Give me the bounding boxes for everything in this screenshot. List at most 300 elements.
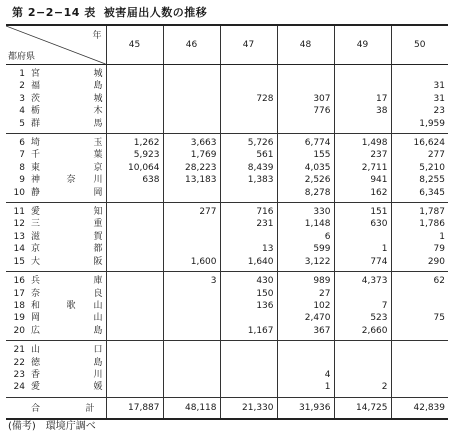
prefecture-name xyxy=(31,187,103,199)
value-cell xyxy=(395,288,446,300)
prefecture-name xyxy=(31,174,103,186)
row-number: 8 xyxy=(19,162,25,173)
value-cell xyxy=(281,68,331,80)
total-label-right: 計 xyxy=(85,404,97,415)
prefecture-name xyxy=(31,300,103,312)
value-cell xyxy=(395,369,446,381)
value-cell: 136 xyxy=(256,300,274,311)
value-cell: 1,769 xyxy=(190,150,217,161)
year-header: 50 xyxy=(391,25,448,65)
prefecture-name-first: 滋 xyxy=(31,231,41,242)
value-cell xyxy=(110,344,160,356)
prefecture-name-first: 神 xyxy=(31,175,41,186)
value-cell: 277 xyxy=(427,150,445,161)
table-title xyxy=(12,4,207,20)
value-cell: 1,640 xyxy=(247,256,274,267)
value-cell xyxy=(224,105,274,117)
year-value-column xyxy=(334,341,391,398)
year-value-column xyxy=(391,134,448,203)
row-number: 20 xyxy=(13,325,25,336)
prefecture-name xyxy=(31,288,103,300)
value-cell: 23 xyxy=(433,106,445,117)
value-cell: 102 xyxy=(313,300,331,311)
row-number: 17 xyxy=(13,288,25,299)
value-cell xyxy=(110,288,160,300)
row-number: 1 xyxy=(19,69,25,79)
prefecture-name xyxy=(31,231,103,243)
year-value-column xyxy=(106,134,163,203)
year-value-column xyxy=(220,65,277,134)
prefecture-axis-label: 都府県 xyxy=(8,52,36,62)
prefecture-group-row xyxy=(6,341,448,398)
header-corner xyxy=(6,25,106,65)
prefecture-name xyxy=(31,206,103,218)
prefecture-name-last: 口 xyxy=(93,345,103,356)
value-cell: 3 xyxy=(210,276,217,287)
year-value-column xyxy=(277,134,334,203)
year-value-column xyxy=(220,341,277,398)
prefecture-name-first: 和 xyxy=(31,300,41,311)
value-cell: 599 xyxy=(313,244,331,255)
value-cell xyxy=(110,381,160,393)
prefecture-name-last: 城 xyxy=(93,69,103,79)
prefecture-name-first: 愛 xyxy=(31,382,41,393)
prefecture-name-last: 玉 xyxy=(93,138,103,149)
prefecture-name-first: 奈 xyxy=(31,288,41,299)
value-cell xyxy=(167,68,217,80)
prefecture-name xyxy=(31,325,103,337)
value-cell xyxy=(224,369,274,381)
prefecture-name-last: 川 xyxy=(93,369,103,380)
prefecture-name-last: 葉 xyxy=(93,150,103,161)
value-cell xyxy=(224,381,274,393)
prefecture-name-first: 徳 xyxy=(31,357,41,368)
value-cell xyxy=(167,187,217,199)
prefecture-cell xyxy=(6,134,106,203)
value-cell: 290 xyxy=(427,256,445,267)
year-value-column xyxy=(334,65,391,134)
prefecture-name-last: 媛 xyxy=(93,382,103,393)
value-cell: 27 xyxy=(319,288,331,299)
row-number: 3 xyxy=(19,93,25,104)
row-number: 13 xyxy=(13,231,25,242)
prefecture-name-last: 阪 xyxy=(93,256,103,267)
value-cell: 330 xyxy=(313,207,331,218)
prefecture-name-last: 馬 xyxy=(93,118,103,129)
value-cell: 1,262 xyxy=(133,138,160,149)
total-label-left: 合 xyxy=(31,404,43,415)
year-header: 48 xyxy=(277,25,334,65)
prefecture-name xyxy=(31,68,103,80)
prefecture-name-first: 山 xyxy=(31,345,41,356)
value-cell: 8,439 xyxy=(247,162,274,173)
value-cell xyxy=(167,105,217,117)
value-cell xyxy=(281,357,331,369)
value-cell xyxy=(167,93,217,105)
value-cell: 4,373 xyxy=(361,276,388,287)
year-value-column xyxy=(106,203,163,272)
value-cell: 150 xyxy=(256,288,274,299)
prefecture-name-first: 宮 xyxy=(31,69,41,79)
value-cell: 31 xyxy=(433,93,445,104)
value-cell: 2,470 xyxy=(304,313,331,324)
row-number: 22 xyxy=(13,357,25,368)
value-cell: 367 xyxy=(313,325,331,336)
year-value-column xyxy=(334,203,391,272)
prefecture-name-first: 岡 xyxy=(31,313,41,324)
row-number: 5 xyxy=(19,118,25,129)
value-cell xyxy=(110,275,160,287)
value-cell: 1,600 xyxy=(190,256,217,267)
row-number: 16 xyxy=(13,276,25,287)
prefecture-name-last: 知 xyxy=(93,207,103,218)
value-cell xyxy=(167,381,217,393)
value-cell xyxy=(395,68,446,80)
value-cell xyxy=(110,369,160,381)
value-cell xyxy=(224,118,274,130)
year-value-column xyxy=(334,272,391,341)
prefecture-name-last: 京 xyxy=(93,162,103,173)
value-cell xyxy=(110,187,160,199)
prefecture-name xyxy=(31,243,103,255)
value-cell: 561 xyxy=(256,150,274,161)
value-cell: 16,624 xyxy=(413,138,445,149)
value-cell: 430 xyxy=(256,276,274,287)
value-cell xyxy=(338,369,388,381)
value-cell: 630 xyxy=(370,219,388,230)
prefecture-name xyxy=(31,381,103,393)
prefecture-name xyxy=(31,137,103,149)
value-cell: 989 xyxy=(313,276,331,287)
year-value-column xyxy=(391,272,448,341)
value-cell: 162 xyxy=(370,187,388,198)
prefecture-name-last: 島 xyxy=(93,81,103,92)
prefecture-name xyxy=(31,105,103,117)
value-cell: 5,726 xyxy=(247,138,274,149)
year-axis-label: 年 xyxy=(92,31,102,41)
prefecture-name-first: 千 xyxy=(31,150,41,161)
value-cell: 4,035 xyxy=(304,162,331,173)
value-cell: 1,167 xyxy=(247,325,274,336)
year-value-column xyxy=(106,65,163,134)
value-cell: 1 xyxy=(324,382,331,393)
year-value-column xyxy=(220,203,277,272)
value-cell xyxy=(338,357,388,369)
value-cell: 6,774 xyxy=(304,138,331,149)
prefecture-name xyxy=(31,312,103,324)
value-cell xyxy=(338,118,388,130)
value-cell: 7 xyxy=(381,300,388,311)
year-header: 45 xyxy=(106,25,163,65)
year-value-column xyxy=(163,65,220,134)
value-cell: 638 xyxy=(142,175,160,186)
year-value-column xyxy=(220,272,277,341)
prefecture-name-first: 茨 xyxy=(31,93,41,104)
value-cell: 1,498 xyxy=(361,138,388,149)
value-cell xyxy=(224,312,274,324)
value-cell xyxy=(338,344,388,356)
table-caption: 被害届出人数の推移 xyxy=(103,6,208,19)
value-cell: 31 xyxy=(433,81,445,92)
prefecture-name-first: 大 xyxy=(31,256,41,267)
value-cell: 8,255 xyxy=(419,175,445,186)
prefecture-name-last: 良 xyxy=(93,288,103,299)
value-cell: 307 xyxy=(313,93,331,104)
value-cell xyxy=(281,80,331,92)
value-cell: 4 xyxy=(324,369,331,380)
value-cell xyxy=(338,80,388,92)
prefecture-name xyxy=(31,256,103,268)
prefecture-cell xyxy=(6,65,106,134)
value-cell: 38 xyxy=(376,106,388,117)
year-header: 46 xyxy=(163,25,220,65)
year-header: 49 xyxy=(334,25,391,65)
value-cell xyxy=(110,312,160,324)
row-number: 4 xyxy=(19,106,25,117)
value-cell: 2,526 xyxy=(304,175,331,186)
value-cell xyxy=(167,369,217,381)
prefecture-name-first: 群 xyxy=(31,118,41,129)
value-cell xyxy=(110,325,160,337)
source-note: (備考) 環境庁調べ xyxy=(8,421,96,432)
value-cell: 277 xyxy=(199,207,217,218)
value-cell: 1,148 xyxy=(304,219,331,230)
row-number: 18 xyxy=(13,300,25,311)
value-cell: 1,959 xyxy=(419,118,445,129)
value-cell: 776 xyxy=(313,106,331,117)
total-value: 17,887 xyxy=(106,397,163,419)
prefecture-name-last: 島 xyxy=(93,357,103,368)
prefecture-name-first: 栃 xyxy=(31,106,41,117)
value-cell xyxy=(167,325,217,337)
year-value-column xyxy=(163,134,220,203)
year-value-column xyxy=(163,272,220,341)
year-value-column xyxy=(106,272,163,341)
year-value-column xyxy=(334,134,391,203)
row-number: 7 xyxy=(19,150,25,161)
prefecture-name-first: 静 xyxy=(31,187,41,198)
value-cell xyxy=(110,300,160,312)
prefecture-cell xyxy=(6,272,106,341)
prefecture-name-last: 庫 xyxy=(93,276,103,287)
total-value: 42,839 xyxy=(391,397,448,419)
prefecture-name-first: 京 xyxy=(31,244,41,255)
value-cell xyxy=(110,218,160,230)
year-value-column xyxy=(277,203,334,272)
prefecture-name-last: 岡 xyxy=(93,187,103,198)
value-cell xyxy=(110,80,160,92)
value-cell: 10,064 xyxy=(128,162,160,173)
value-cell: 941 xyxy=(370,175,388,186)
value-cell xyxy=(110,243,160,255)
value-cell: 6 xyxy=(324,231,331,242)
value-cell xyxy=(167,300,217,312)
prefecture-name xyxy=(31,275,103,287)
value-cell xyxy=(110,118,160,130)
total-label-cell xyxy=(6,397,106,419)
value-cell xyxy=(395,357,446,369)
prefecture-cell xyxy=(6,203,106,272)
prefecture-name-last: 山 xyxy=(93,313,103,324)
value-cell xyxy=(395,381,446,393)
value-cell: 231 xyxy=(256,219,274,230)
year-value-column xyxy=(277,272,334,341)
prefecture-group-row xyxy=(6,203,448,272)
prefecture-name-first: 広 xyxy=(31,325,41,336)
victim-count-table xyxy=(6,24,448,420)
row-number: 9 xyxy=(19,175,25,186)
year-value-column xyxy=(391,341,448,398)
value-cell: 13 xyxy=(262,244,274,255)
year-value-column xyxy=(277,65,334,134)
value-cell: 28,223 xyxy=(185,162,217,173)
row-number: 10 xyxy=(13,187,25,198)
prefecture-name-first: 三 xyxy=(31,219,41,230)
value-cell: 1,786 xyxy=(419,219,445,230)
value-cell: 13,183 xyxy=(185,175,217,186)
year-value-column xyxy=(163,341,220,398)
value-cell xyxy=(167,288,217,300)
total-value: 21,330 xyxy=(220,397,277,419)
value-cell: 523 xyxy=(370,313,388,324)
prefecture-name-first: 東 xyxy=(31,162,41,173)
value-cell xyxy=(395,344,446,356)
year-value-column xyxy=(163,203,220,272)
value-cell: 728 xyxy=(256,93,274,104)
value-cell xyxy=(110,93,160,105)
value-cell: 62 xyxy=(433,276,445,287)
value-cell xyxy=(167,344,217,356)
value-cell xyxy=(281,344,331,356)
prefecture-name-first: 香 xyxy=(31,369,41,380)
value-cell xyxy=(167,312,217,324)
row-number: 21 xyxy=(13,345,25,356)
value-cell: 5,923 xyxy=(133,150,160,161)
value-cell xyxy=(224,231,274,243)
value-cell xyxy=(110,206,160,218)
value-cell: 1 xyxy=(381,244,388,255)
value-cell: 155 xyxy=(313,150,331,161)
row-number: 14 xyxy=(13,244,25,255)
value-cell xyxy=(224,68,274,80)
prefecture-group-row xyxy=(6,65,448,134)
row-number: 2 xyxy=(19,81,25,92)
prefecture-name-last: 賀 xyxy=(93,231,103,242)
prefecture-name-last: 木 xyxy=(93,106,103,117)
value-cell xyxy=(224,344,274,356)
prefecture-name-last: 島 xyxy=(93,325,103,336)
value-cell xyxy=(338,231,388,243)
year-header: 47 xyxy=(220,25,277,65)
prefecture-name-last: 歌 山 xyxy=(66,300,103,311)
value-cell xyxy=(110,357,160,369)
prefecture-name xyxy=(31,149,103,161)
total-value: 48,118 xyxy=(163,397,220,419)
value-cell: 716 xyxy=(256,207,274,218)
total-value: 31,936 xyxy=(277,397,334,419)
value-cell xyxy=(224,357,274,369)
prefecture-name xyxy=(31,344,103,356)
value-cell xyxy=(395,300,446,312)
prefecture-name xyxy=(31,162,103,174)
year-value-column xyxy=(106,341,163,398)
header-row xyxy=(6,25,448,65)
prefecture-name xyxy=(31,369,103,381)
prefecture-name-last: 奈 川 xyxy=(66,175,103,186)
row-number: 12 xyxy=(13,219,25,230)
value-cell: 1,787 xyxy=(419,207,445,218)
total-row xyxy=(6,397,448,419)
value-cell xyxy=(281,118,331,130)
prefecture-name xyxy=(31,357,103,369)
prefecture-name-last: 城 xyxy=(93,93,103,104)
value-cell: 2 xyxy=(381,382,388,393)
prefecture-name xyxy=(31,93,103,105)
year-value-column xyxy=(391,203,448,272)
value-cell: 151 xyxy=(370,207,388,218)
table-number: 第 2−2−14 表 xyxy=(12,6,96,19)
value-cell xyxy=(167,118,217,130)
value-cell: 237 xyxy=(370,150,388,161)
row-number: 11 xyxy=(13,207,25,218)
value-cell xyxy=(110,105,160,117)
value-cell xyxy=(224,187,274,199)
total-value: 14,725 xyxy=(334,397,391,419)
value-cell xyxy=(395,325,446,337)
value-cell xyxy=(224,80,274,92)
value-cell: 3,663 xyxy=(190,138,217,149)
prefecture-name-first: 兵 xyxy=(31,276,41,287)
row-number: 23 xyxy=(13,369,25,380)
value-cell: 17 xyxy=(376,93,388,104)
year-value-column xyxy=(391,65,448,134)
prefecture-group-row xyxy=(6,272,448,341)
value-cell xyxy=(110,256,160,268)
value-cell xyxy=(167,218,217,230)
value-cell: 2,660 xyxy=(361,325,388,336)
value-cell xyxy=(110,231,160,243)
prefecture-name xyxy=(31,80,103,92)
year-value-column xyxy=(220,134,277,203)
value-cell: 3,122 xyxy=(304,256,331,267)
value-cell: 79 xyxy=(433,244,445,255)
value-cell: 1 xyxy=(439,231,445,242)
value-cell: 2,711 xyxy=(361,162,388,173)
prefecture-name xyxy=(31,218,103,230)
year-value-column xyxy=(277,341,334,398)
value-cell: 774 xyxy=(370,256,388,267)
prefecture-group-row xyxy=(6,134,448,203)
value-cell xyxy=(167,80,217,92)
prefecture-name-last: 都 xyxy=(93,244,103,255)
prefecture-name-first: 愛 xyxy=(31,207,41,218)
value-cell xyxy=(110,68,160,80)
value-cell xyxy=(167,231,217,243)
value-cell xyxy=(167,357,217,369)
prefecture-cell xyxy=(6,341,106,398)
value-cell: 1,383 xyxy=(247,175,274,186)
prefecture-name-last: 重 xyxy=(93,219,103,230)
value-cell xyxy=(167,243,217,255)
value-cell: 75 xyxy=(433,313,445,324)
row-number: 15 xyxy=(13,256,25,267)
value-cell: 6,345 xyxy=(419,187,445,198)
value-cell xyxy=(338,288,388,300)
value-cell: 5,210 xyxy=(419,162,445,173)
row-number: 19 xyxy=(13,313,25,324)
row-number: 24 xyxy=(13,382,25,393)
prefecture-name-first: 福 xyxy=(31,81,41,92)
